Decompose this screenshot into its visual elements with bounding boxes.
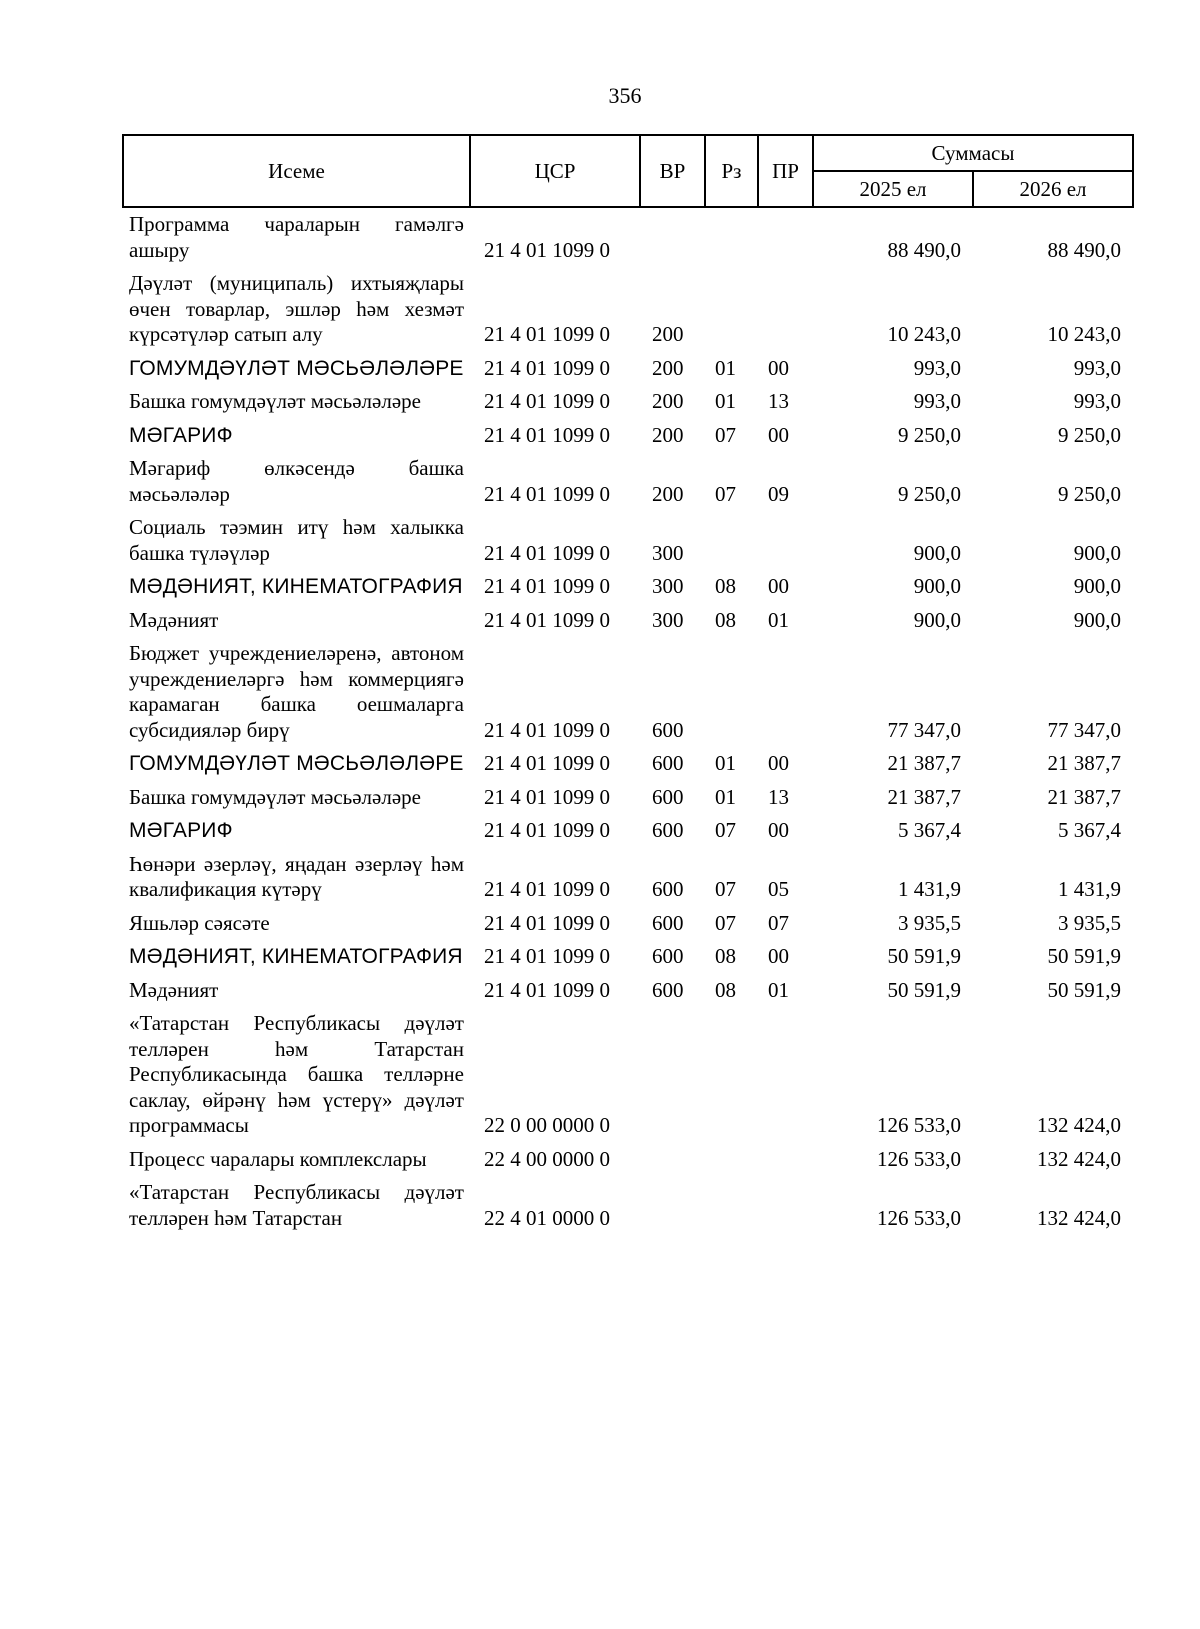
row-csr: 21 4 01 1099 0	[484, 717, 610, 742]
row-csr: 22 0 00 0000 0	[484, 1113, 610, 1137]
row-csr: 21 4 01 1099 0	[484, 322, 610, 346]
row-sum-2025: 21 387,7	[887, 751, 961, 775]
row-rz: 01	[715, 784, 736, 809]
row-vr: 300	[652, 574, 684, 598]
row-csr: 22 4 00 0000 0	[484, 1146, 610, 1171]
table-row	[123, 1172, 1133, 1231]
row-sum-2026: 9 250,0	[1058, 481, 1121, 506]
row-sum-2026: 132 424,0	[1037, 1205, 1121, 1230]
table-row	[123, 1139, 1133, 1173]
row-rz: 07	[715, 422, 736, 447]
row-csr: 21 4 01 1099 0	[484, 944, 610, 968]
row-rz	[705, 207, 758, 263]
row-csr: 21 4 01 1099 0	[484, 540, 610, 565]
row-name: Башка гомумдәүләт мәсьәләләре	[129, 784, 421, 809]
row-name: Мәдәният	[129, 977, 219, 1002]
row-sum-2026: 900,0	[1073, 574, 1121, 598]
header-vr: ВР	[640, 135, 705, 207]
row-name: «Татарстан Республикасы дәүләт телләрен һәм Татарстан Республикасында башка телләрне саклау, өйрәнү һәм үстерү» дәүләт программасы	[129, 1011, 464, 1137]
header-year-2025: 2025 ел	[813, 171, 973, 207]
row-csr: 21 4 01 1099 0	[484, 422, 610, 447]
row-csr: 21 4 01 1099 0	[484, 389, 610, 413]
row-sum-2026: 132 424,0	[1037, 1146, 1121, 1171]
row-pr	[758, 207, 813, 263]
row-pr: 00	[768, 944, 789, 968]
row-sum-2026: 10 243,0	[1047, 322, 1121, 346]
table-row	[123, 600, 1133, 634]
row-sum-2026: 77 347,0	[1047, 717, 1121, 742]
row-rz: 01	[715, 751, 736, 775]
row-csr: 21 4 01 1099 0	[484, 481, 610, 506]
row-rz	[705, 1139, 758, 1173]
row-csr: 21 4 01 1099 0	[484, 784, 610, 809]
budget-table-wrapper	[122, 134, 1132, 1231]
row-pr: 09	[768, 481, 789, 506]
row-rz: 01	[715, 355, 736, 380]
row-rz: 07	[715, 910, 736, 935]
row-sum-2025: 77 347,0	[887, 717, 961, 742]
row-sum-2026: 900,0	[1073, 607, 1121, 632]
row-vr: 600	[652, 717, 684, 742]
row-pr	[758, 507, 813, 566]
row-name: Социаль тәэмин итү һәм халыкка башка түләүләр	[129, 515, 464, 565]
header-sums: Суммасы	[813, 135, 1133, 171]
row-sum-2026: 1 431,9	[1058, 877, 1121, 901]
row-name: Һөнәри әзерләү, яңадан әзерләү һәм квалификация күтәрү	[129, 851, 464, 901]
row-sum-2026: 88 490,0	[1047, 237, 1121, 262]
row-csr: 21 4 01 1099 0	[484, 877, 610, 901]
row-sum-2026: 132 424,0	[1037, 1113, 1121, 1137]
row-pr: 05	[768, 877, 789, 901]
table-row	[123, 263, 1133, 348]
row-sum-2026: 993,0	[1073, 389, 1121, 413]
row-rz	[705, 507, 758, 566]
row-pr: 00	[768, 422, 789, 447]
table-row	[123, 903, 1133, 937]
header-year-2026: 2026 ел	[973, 171, 1133, 207]
row-vr: 200	[652, 422, 684, 447]
header-rz: Рз	[705, 135, 758, 207]
row-sum-2025: 126 533,0	[877, 1146, 961, 1171]
row-vr	[640, 1139, 705, 1173]
row-name: ГОМУМДӘҮЛӘТ МӘСЬӘЛӘЛӘРЕ	[129, 752, 464, 775]
row-pr: 00	[768, 751, 789, 775]
header-name: Исеме	[123, 135, 470, 207]
budget-table	[122, 134, 1134, 1231]
row-sum-2026: 21 387,7	[1047, 751, 1121, 775]
row-name: Процесс чаралары комплекслары	[129, 1146, 427, 1171]
row-pr: 00	[768, 818, 789, 842]
row-pr: 01	[768, 977, 789, 1002]
row-pr	[758, 263, 813, 348]
row-name: Программа чараларын гамәлгә ашыру	[129, 212, 464, 262]
row-csr: 21 4 01 1099 0	[484, 355, 610, 380]
row-pr: 01	[768, 607, 789, 632]
row-vr: 200	[652, 322, 684, 346]
row-csr: 21 4 01 1099 0	[484, 574, 610, 598]
row-sum-2026: 50 591,9	[1047, 977, 1121, 1002]
table-row	[123, 810, 1133, 844]
row-sum-2025: 50 591,9	[887, 944, 961, 968]
table-body	[123, 207, 1133, 1231]
row-sum-2026: 3 935,5	[1058, 910, 1121, 935]
row-vr: 600	[652, 877, 684, 901]
row-rz: 07	[715, 818, 736, 842]
row-vr	[640, 1003, 705, 1139]
row-csr: 21 4 01 1099 0	[484, 977, 610, 1002]
row-name: ГОМУМДӘҮЛӘТ МӘСЬӘЛӘЛӘРЕ	[129, 356, 464, 380]
row-sum-2025: 900,0	[913, 540, 961, 565]
row-vr: 600	[652, 784, 684, 809]
table-row	[123, 844, 1133, 903]
row-rz: 07	[715, 481, 736, 506]
row-rz	[705, 1172, 758, 1231]
row-sum-2026: 993,0	[1073, 355, 1121, 380]
table-row	[123, 448, 1133, 507]
header-csr: ЦСР	[470, 135, 640, 207]
row-rz: 01	[715, 389, 736, 413]
row-sum-2025: 50 591,9	[887, 977, 961, 1002]
table-row	[123, 970, 1133, 1004]
row-sum-2025: 21 387,7	[887, 784, 961, 809]
row-pr: 00	[768, 355, 789, 380]
row-name: МӘГАРИФ	[129, 819, 233, 842]
row-name: Мәдәният	[129, 607, 219, 632]
row-pr	[758, 1139, 813, 1173]
row-vr: 600	[652, 751, 684, 775]
table-header	[123, 135, 1133, 207]
row-vr: 200	[652, 355, 684, 380]
row-vr: 300	[652, 540, 684, 565]
row-sum-2026: 900,0	[1073, 540, 1121, 565]
row-sum-2025: 900,0	[913, 574, 961, 598]
table-row	[123, 633, 1133, 743]
row-rz	[705, 263, 758, 348]
row-pr	[758, 1172, 813, 1231]
row-sum-2025: 88 490,0	[887, 237, 961, 262]
row-vr: 600	[652, 818, 684, 842]
row-sum-2025: 9 250,0	[898, 422, 961, 447]
row-csr: 21 4 01 1099 0	[484, 607, 610, 632]
row-name: МӘДӘНИЯТ, КИНЕМАТОГРАФИЯ	[129, 945, 463, 968]
row-vr: 600	[652, 944, 684, 968]
row-name: Мәгариф өлкәсендә башка мәсьәләләр	[129, 456, 464, 506]
row-sum-2026: 5 367,4	[1058, 818, 1121, 842]
row-sum-2026: 21 387,7	[1047, 784, 1121, 809]
row-rz: 08	[715, 977, 736, 1002]
row-sum-2025: 900,0	[913, 607, 961, 632]
row-pr: 07	[768, 910, 789, 935]
row-sum-2025: 3 935,5	[898, 910, 961, 935]
page-number: 356	[608, 83, 642, 108]
row-name: Дәүләт (муниципаль) ихтыяҗлары өчен товарлар, эшләр һәм хезмәт күрсәтүләр сатып алу	[129, 271, 464, 346]
row-rz: 08	[715, 607, 736, 632]
row-sum-2025: 9 250,0	[898, 481, 961, 506]
row-vr: 200	[652, 481, 684, 506]
row-sum-2025: 993,0	[913, 389, 961, 413]
row-vr: 200	[652, 389, 684, 413]
row-sum-2025: 993,0	[913, 355, 961, 380]
table-row	[123, 936, 1133, 970]
row-rz: 08	[715, 944, 736, 968]
row-name: Башка гомумдәүләт мәсьәләләре	[129, 389, 421, 413]
row-name: МӘГАРИФ	[129, 423, 233, 447]
row-csr: 22 4 01 0000 0	[484, 1205, 610, 1230]
row-sum-2025: 5 367,4	[898, 818, 961, 842]
row-name: Бюджет учреждениеләренә, автоном учреждениеләргә һәм коммерциягә карамаган башка оешмаларга субсидияләр бирү	[129, 641, 464, 742]
row-vr: 600	[652, 977, 684, 1002]
row-vr	[640, 1172, 705, 1231]
row-name: МӘДӘНИЯТ, КИНЕМАТОГРАФИЯ	[129, 575, 463, 598]
row-csr: 21 4 01 1099 0	[484, 237, 610, 262]
row-rz	[705, 633, 758, 743]
table-row	[123, 381, 1133, 415]
table-row	[123, 777, 1133, 811]
row-rz: 08	[715, 574, 736, 598]
row-name: «Татарстан Республикасы дәүләт телләрен һәм Татарстан	[129, 1180, 464, 1230]
row-sum-2025: 10 243,0	[887, 322, 961, 346]
row-csr: 21 4 01 1099 0	[484, 818, 610, 842]
row-sum-2025: 1 431,9	[898, 877, 961, 901]
row-csr: 21 4 01 1099 0	[484, 910, 610, 935]
row-rz: 07	[715, 877, 736, 901]
row-vr: 600	[652, 910, 684, 935]
table-row	[123, 507, 1133, 566]
row-sum-2026: 9 250,0	[1058, 422, 1121, 447]
table-row	[123, 566, 1133, 600]
row-sum-2026: 50 591,9	[1047, 944, 1121, 968]
row-pr: 13	[768, 784, 789, 809]
table-row	[123, 415, 1133, 449]
row-sum-2025: 126 533,0	[877, 1205, 961, 1230]
row-name: Яшьләр сәясәте	[129, 910, 270, 935]
row-vr	[640, 207, 705, 263]
row-csr: 21 4 01 1099 0	[484, 751, 610, 775]
row-pr: 00	[768, 574, 789, 598]
table-row	[123, 207, 1133, 263]
row-sum-2025: 126 533,0	[877, 1113, 961, 1137]
table-row	[123, 1003, 1133, 1139]
row-pr	[758, 1003, 813, 1139]
row-pr	[758, 633, 813, 743]
header-pr: ПР	[758, 135, 813, 207]
row-pr: 13	[768, 389, 789, 413]
table-row	[123, 743, 1133, 777]
row-rz	[705, 1003, 758, 1139]
row-vr: 300	[652, 607, 684, 632]
table-row	[123, 348, 1133, 382]
